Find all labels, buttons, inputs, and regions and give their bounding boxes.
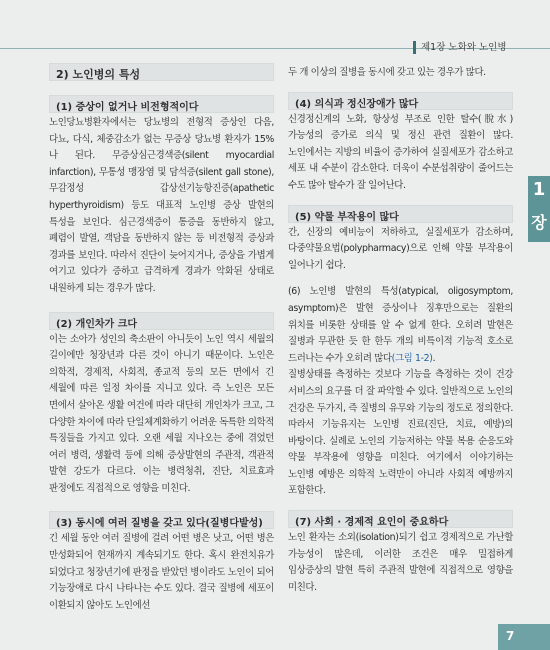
chapter-side-tab	[528, 176, 550, 242]
paragraph: 간, 신장의 예비능이 저하하고, 실질세포가 감소하며, 다중약물요법(polypharmacy)으로 인해 약물 부작용이 일어나기 쉽다.	[288, 226, 513, 271]
paragraph: 노인당뇨병환자에서는 당뇨병의 전형적 증상인 다음, 다뇨, 다식, 체중감소가 없는 무증상 당뇨병 환자가 15%나 된다. 무증상심근경색증(silent myocardial infarction), 무통성 맹장염 및 담석증(silent gall stone), 무감정성 갑상선기능항진증(apathetic hyperthyroidism) 등도 대표적 노인병 증상 발현의 특성을 보인다. 심근경색증이 통증을 동반하지 않고, 폐렴이 발열, 객담을 동반하지 않는 등 비전형적 증상과 경과를 보인다. 따라서 진단이 늦어지거나, 증상을 가볍게 여기고 있다가 증하고 급격하게 경과가 악화된 상태로 내원하게 되는 경우가 많다.	[49, 117, 274, 294]
sentence-end: .	[432, 352, 436, 364]
subsection-title: (1) 증상이 없거나 비전형적이다	[49, 95, 274, 113]
subsection-title: (3) 동시에 여러 질병을 갖고 있다(질병다발성)	[49, 511, 274, 529]
right-column	[288, 63, 513, 596]
paragraph	[288, 284, 513, 367]
page-number: 7	[506, 629, 515, 643]
subsection-title: (2) 개인차가 크다	[49, 312, 274, 330]
paragraph: 이는 소아가 성인의 축소판이 아니듯이 노인 역시 세월의 길이에만 청장년과 다른 것이 아니기 때문이다. 노인은 의학적, 경제적, 사회적, 종교적 등의 모든 면에서 긴 세월에 따른 일정 차이를 지니고 있다. 즉 노인은 모든 면에서 살아온 생활 여건에 따라 대단히 개인차가 크고, 그 다양한 차이에 따라 단일체계화하기 어려운 독특한 의학적 특징들을 가지고 있다. 오랜 세월 지나오는 중에 겪었던 여러 병력, 생활력 등에 의해 증상발현의 주관적, 객관적 발현 강도가 다르다. 이는 병력청취, 진단, 치료효과 판정에도 직접적으로 영향을 미친다.	[49, 333, 274, 494]
chapter-label: 장	[531, 213, 547, 232]
page-number-tab	[498, 624, 550, 650]
section-title: 2) 노인병의 특성	[49, 63, 274, 81]
subsection-lead: (6) 노인병 발현의 특성(atypical, oligosymptom, asymptom)은 발현 증상이나 징후만으로는 질환의 위치를 비롯한 상태를 알 수 없게 한다. 오히려 발현은 질병과 무관한 듯 한 한두 개의 비특이적 기능적 호소로 드러나는 수가 오히려 많다	[288, 286, 513, 364]
running-header	[0, 18, 550, 53]
paragraph: 신경정신계의 노화, 항상성 부조로 인한 탈수(脫水) 가능성의 증가로 의식 및 정신 관련 질환이 많다. 노인에서는 지방의 비율이 증가하여 실질세포가 감소하고 세포 내 수분이 감소한다. 더욱이 수분섭취량이 줄어드는 수도 많아 탈수가 잘 일어난다.	[288, 113, 513, 191]
header-accent-bar	[413, 41, 416, 54]
subsection-title: (5) 약물 부작용이 많다	[288, 205, 513, 223]
chapter-title: 제1장 노화와 노인병	[421, 42, 507, 53]
paragraph: 긴 세월 동안 여러 질병에 걸려 어떤 병은 낫고, 어떤 병은 만성화되어 현재까지 계속되기도 한다. 혹시 완전치유가 되었다고 청장년기에 판정을 받았던 병이라도 노인이 되어 기능장애로 다시 나타나는 수도 있다. 결국 질병에 세포이 이환되지 않아도 노인에선	[49, 533, 274, 611]
paragraph: 노인 환자는 소외(isolation)되기 쉽고 경제적으로 가난할 가능성이 많은데, 이러한 조건은 매우 밀접하게 임상증상의 발현 특히 주관적 발현에 직접적으로 영향을 미친다.	[288, 532, 513, 593]
chapter-number: 1	[532, 179, 546, 200]
subsection-title: (7) 사회 · 경제적 요인이 중요하다	[288, 510, 513, 528]
left-column	[49, 63, 274, 614]
subsection-title: (4) 의식과 정신장애가 많다	[288, 92, 513, 110]
paragraph-continued: 두 개 이상의 질병을 동시에 갖고 있는 경우가 많다.	[288, 67, 486, 78]
figure-reference[interactable]: (그림 1-2)	[391, 352, 433, 364]
paragraph: 질병상태를 측정하는 것보다 기능을 측정하는 것이 건강 서비스의 요구를 더 잘 파악할 수 있다. 일반적으로 노인의 건강은 두가지, 즉 질병의 유무와 기능의 정도로 정의한다. 따라서 기능유지는 노인병 진료(진단, 치료, 예방)의 바탕이다. 실례로 노인의 기능저하는 약물 복용 순응도와 약물 부작용에 영향을 미친다. 여기에서 이야기하는 노인병 예방은 의학적 노력만이 아니라 사회적 예방까지 포함한다.	[288, 369, 513, 497]
